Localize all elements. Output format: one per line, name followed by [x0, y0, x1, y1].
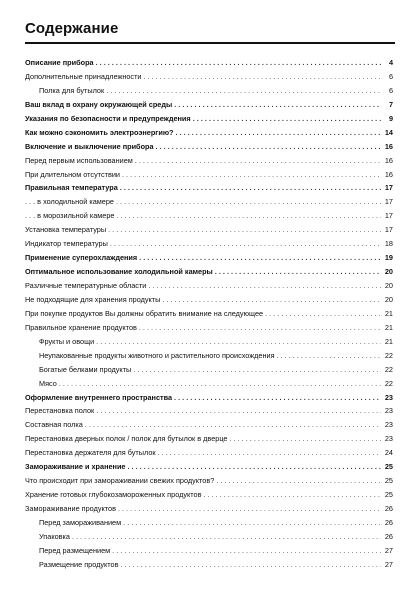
- toc-entry[interactable]: [25, 84, 393, 98]
- dot-leader: [120, 558, 381, 572]
- toc-entry-label: Оформление внутреннего пространства: [25, 392, 173, 402]
- toc-entry-label: Включение и выключение прибора: [25, 141, 154, 151]
- dot-leader: [85, 418, 381, 432]
- toc-entry-label: При длительном отсутствии: [25, 169, 120, 179]
- toc-entry-label: Различные температурные области: [25, 281, 147, 290]
- toc-entry-label: Описание прибора: [25, 58, 94, 67]
- toc-entry[interactable]: [25, 544, 393, 558]
- dot-leader: [123, 516, 381, 530]
- toc-entry-page-number: 22: [384, 364, 393, 374]
- toc-entry[interactable]: [25, 460, 393, 474]
- toc-entry-page-number: 22: [384, 378, 393, 388]
- toc-entry-page-number: 21: [384, 336, 393, 346]
- dot-leader: [230, 432, 382, 446]
- toc-entry-label: Фрукты и овощи: [39, 336, 95, 346]
- dot-leader: [120, 181, 381, 195]
- dot-leader: [133, 363, 381, 377]
- toc-list: [25, 56, 393, 572]
- toc-entry[interactable]: [25, 112, 393, 126]
- toc-entry[interactable]: [25, 516, 393, 530]
- toc-entry[interactable]: [25, 293, 393, 307]
- toc-entry-page-number: 14: [384, 127, 393, 137]
- toc-entry[interactable]: [25, 377, 393, 391]
- dot-leader: [158, 446, 381, 460]
- toc-entry-label: Как можно сэкономить электроэнергию?: [25, 127, 174, 137]
- dot-leader: [96, 56, 381, 70]
- toc-entry-label: Хранение готовых глубокозамороженных продуктов: [25, 490, 202, 500]
- dot-leader: [176, 126, 381, 140]
- toc-entry-label: Что происходит при замораживании свежих продуктов?: [25, 476, 215, 486]
- dot-leader: [174, 98, 381, 112]
- toc-entry-page-number: 26: [384, 517, 393, 527]
- toc-entry-page-number: 17: [384, 225, 393, 235]
- toc-entry-label: Перестановка держателя для бутылок: [25, 448, 156, 458]
- toc-entry-page-number: 7: [388, 99, 393, 109]
- toc-entry[interactable]: [25, 126, 393, 140]
- dot-leader: [112, 544, 381, 558]
- toc-entry-page-number: 23: [384, 392, 393, 402]
- toc-entry-page-number: 16: [384, 169, 393, 179]
- toc-entry[interactable]: [25, 418, 393, 432]
- toc-entry-label: Указания по безопасности и предупреждения: [25, 113, 191, 123]
- toc-entry-label: Богатые белками продукты: [39, 364, 132, 374]
- toc-entry-page-number: 20: [384, 281, 393, 290]
- toc-entry[interactable]: [25, 279, 393, 293]
- toc-entry-page-number: 19: [384, 253, 393, 263]
- toc-entry[interactable]: [25, 70, 393, 84]
- toc-entry[interactable]: [25, 307, 393, 321]
- dot-leader: [118, 502, 381, 516]
- toc-entry-label: Перестановка полок: [25, 406, 95, 416]
- dot-leader: [122, 168, 381, 182]
- toc-entry-page-number: 26: [384, 504, 393, 513]
- toc-entry[interactable]: [25, 265, 393, 279]
- toc-entry[interactable]: [25, 391, 393, 405]
- dot-leader: [156, 140, 381, 154]
- toc-entry-page-number: 21: [384, 308, 393, 318]
- toc-entry-label: Замораживание продуктов: [25, 504, 116, 513]
- toc-entry-label: Полка для бутылок: [39, 85, 105, 95]
- toc-entry[interactable]: [25, 56, 393, 70]
- toc-entry-page-number: 25: [384, 476, 393, 486]
- dot-leader: [216, 474, 381, 488]
- toc-entry-page-number: 26: [384, 531, 393, 541]
- toc-entry-page-number: 4: [388, 58, 393, 67]
- dot-leader: [174, 391, 381, 405]
- toc-entry[interactable]: [25, 140, 393, 154]
- toc-entry-label: Дополнительные принадлежности: [25, 71, 142, 81]
- dot-leader: [128, 460, 382, 474]
- dot-leader: [59, 377, 381, 391]
- toc-entry-page-number: 23: [384, 406, 393, 416]
- dot-leader: [277, 349, 381, 363]
- dot-leader: [162, 293, 381, 307]
- dot-leader: [144, 70, 382, 84]
- toc-entry[interactable]: [25, 349, 393, 363]
- toc-entry-label: Перестановка дверных полок / полок для бутылок в дверце: [25, 434, 228, 444]
- toc-entry[interactable]: [25, 237, 393, 251]
- toc-entry-label: Перед замораживанием: [39, 517, 122, 527]
- dot-leader: [135, 154, 381, 168]
- toc-entry-label: Установка температуры: [25, 225, 107, 235]
- toc-entry[interactable]: [25, 404, 393, 418]
- toc-entry[interactable]: [25, 432, 393, 446]
- toc-entry[interactable]: [25, 195, 393, 209]
- dot-leader: [265, 307, 381, 321]
- toc-entry[interactable]: [25, 321, 393, 335]
- toc-entry-label: Ваш вклад в охрану окружающей среды: [25, 99, 173, 109]
- toc-entry-page-number: 23: [384, 420, 393, 430]
- toc-entry-page-number: 20: [384, 294, 393, 304]
- toc-entry-label: Замораживание и хранение: [25, 462, 126, 472]
- toc-entry[interactable]: [25, 209, 393, 223]
- toc-entry[interactable]: [25, 168, 393, 182]
- dot-leader: [139, 251, 381, 265]
- page-title: Содержание: [25, 20, 119, 37]
- toc-entry-page-number: 22: [384, 350, 393, 360]
- toc-entry-page-number: 6: [388, 85, 393, 95]
- toc-entry-page-number: 16: [384, 155, 393, 165]
- toc-entry-page-number: 21: [384, 322, 393, 332]
- title-divider: [25, 42, 395, 44]
- toc-entry-label: . . . в морозильной камере: [25, 211, 115, 221]
- toc-entry[interactable]: [25, 154, 393, 168]
- toc-entry[interactable]: [25, 251, 393, 265]
- dot-leader: [96, 335, 381, 349]
- dot-leader: [139, 321, 381, 335]
- toc-entry-label: Составная полка: [25, 420, 83, 430]
- toc-entry-label: Применение суперохлаждения: [25, 253, 138, 263]
- toc-entry-page-number: 27: [384, 559, 393, 569]
- toc-entry-label: При покупке продуктов Вы должны обратить внимание на следующее: [25, 308, 264, 318]
- toc-entry-label: Не подходящие для хранения продукты: [25, 294, 161, 304]
- toc-entry-label: Оптимальное использование холодильной камеры: [25, 267, 213, 277]
- toc-entry[interactable]: [25, 181, 393, 195]
- toc-entry[interactable]: [25, 223, 393, 237]
- toc-entry-page-number: 24: [384, 448, 393, 458]
- dot-leader: [106, 84, 381, 98]
- dot-leader: [193, 112, 381, 126]
- dot-leader: [108, 223, 381, 237]
- toc-entry-page-number: 17: [384, 197, 393, 207]
- dot-leader: [72, 530, 381, 544]
- toc-entry[interactable]: [25, 474, 393, 488]
- toc-entry-label: . . . в холодильной камере: [25, 197, 114, 207]
- dot-leader: [215, 265, 381, 279]
- dot-leader: [96, 404, 381, 418]
- toc-entry-page-number: 17: [384, 211, 393, 221]
- toc-entry-label: Правильная температура: [25, 183, 118, 193]
- toc-entry-page-number: 17: [384, 183, 393, 193]
- toc-entry[interactable]: [25, 335, 393, 349]
- toc-entry-page-number: 25: [384, 462, 393, 472]
- toc-entry[interactable]: [25, 502, 393, 516]
- dot-leader: [116, 209, 381, 223]
- toc-entry-label: Упаковка: [39, 531, 70, 541]
- toc-entry-label: Правильное хранение продуктов: [25, 322, 137, 332]
- toc-entry-label: Индикатор температуры: [25, 239, 108, 249]
- toc-entry-page-number: 9: [388, 113, 393, 123]
- toc-entry-page-number: 27: [384, 545, 393, 555]
- toc-entry[interactable]: [25, 558, 393, 572]
- dot-leader: [148, 279, 381, 293]
- toc-entry-label: Перед первым использованием: [25, 155, 133, 165]
- dot-leader: [203, 488, 381, 502]
- toc-entry[interactable]: [25, 98, 393, 112]
- toc-entry-page-number: 16: [384, 141, 393, 151]
- toc-entry-label: Мясо: [39, 378, 57, 388]
- toc-entry-page-number: 18: [384, 239, 393, 249]
- toc-entry-page-number: 6: [388, 71, 393, 81]
- toc-entry[interactable]: [25, 530, 393, 544]
- toc-entry[interactable]: [25, 363, 393, 377]
- toc-entry[interactable]: [25, 488, 393, 502]
- toc-entry-label: Размещение продуктов: [39, 559, 119, 569]
- toc-entry-label: Перед размещением: [39, 545, 111, 555]
- toc-entry-page-number: 23: [384, 434, 393, 444]
- toc-entry[interactable]: [25, 446, 393, 460]
- dot-leader: [116, 195, 381, 209]
- toc-entry-page-number: 25: [384, 490, 393, 500]
- toc-entry-label: Неупакованные продукты животного и растительного происхождения: [39, 350, 275, 360]
- dot-leader: [110, 237, 381, 251]
- toc-entry-page-number: 20: [384, 267, 393, 277]
